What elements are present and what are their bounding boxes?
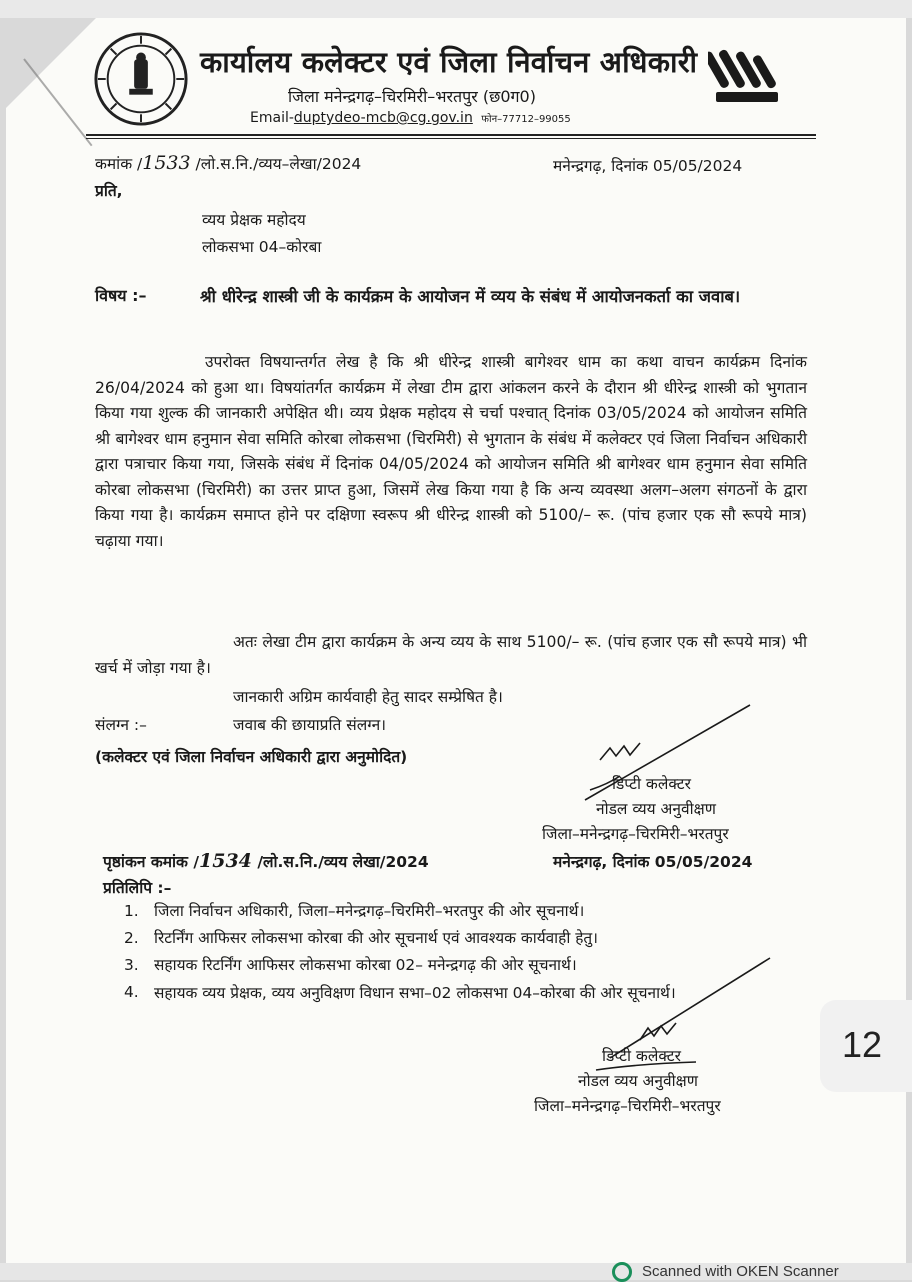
signature-block-1 <box>542 772 729 847</box>
endorsement-suffix: /लो.स.नि./व्यय लेखा/2024 <box>257 853 429 871</box>
signature-1-designation: डिप्टी कलेक्टर <box>612 775 691 793</box>
office-title: कार्यालय कलेक्टर एवं जिला निर्वाचन अधिकारी <box>200 45 698 79</box>
reference-number: कमांक /1533 /लो.स.नि./व्यय–लेखा/2024 <box>95 152 362 174</box>
body-paragraph-3: जानकारी अग्रिम कार्यवाही हेतु सादर सम्प्रेषित है। <box>233 688 503 706</box>
scanner-text: Scanned with OKEN Scanner <box>642 1262 839 1280</box>
signature-2-designation: डिप्टी कलेक्टर <box>602 1047 681 1065</box>
signature-2-district: जिला–मनेन्द्रगढ़–चिरमिरी–भरतपुर <box>534 1097 721 1115</box>
reference-label: कमांक <box>95 155 133 173</box>
list-item: 3. सहायक रिटर्निंग आफिसर लोकसभा कोरबा 02– मनेन्द्रगढ़ की ओर सूचनार्थ। <box>124 956 577 974</box>
body-paragraph-1: उपरोक्त विषयान्तर्गत लेख है कि श्री धीरेन्द्र शास्त्री बागेश्वर धाम का कथा वाचन कार्यक्रम दिनांक 26/04/2024 को हुआ था। विषयांतर्गत कार्यक्रम में लेखा टीम द्वारा आंकलन करने के दौरान श्री धीरेन्द्र शास्त्री को भुगतान किया गया शुल्क की जानकारी अपेक्षित थी। व्यय प्रेक्षक महोदय से चर्चा पश्चात् दिनांक 03/05/2024 को आयोजन समिति श्री बागेश्वर धाम हनुमान सेवा समिति कोरबा लोकसभा (चिरमिरी) से भुगतान के संबंध में कलेक्टर एवं जिला निर्वाचन अधिकारी द्वारा पत्राचार किया गया, जिसके संबंध में दिनांक 04/05/2024 को आयोजन समिति श्री बागेश्वर धाम हनुमान सेवा समिति कोरबा लोकसभा (चिरमिरी) का उत्तर प्राप्त हुआ, जिसमें लेख किया गया है कि अन्य व्यवस्था अलग–अलग संगठनों के द्वारा किया गया है। कार्यक्रम समाप्त होने पर दक्षिणा स्वरूप श्री धीरेन्द्र शास्त्री को 5100/– रू. (पांच हजार एक सौ रूपये मात्र) चढ़ाया गया। <box>95 353 807 550</box>
scanner-logo-icon <box>612 1262 632 1282</box>
list-item: 2. रिटर्निंग आफिसर लोकसभा कोरबा की ओर सूचनार्थ एवं आवश्यक कार्यवाही हेतु। <box>124 929 599 947</box>
reference-suffix: /लो.स.नि./व्यय–लेखा/2024 <box>195 155 362 173</box>
addressee-line2: लोकसभा 04–कोरबा <box>202 238 322 256</box>
prati-label: प्रति, <box>95 182 123 200</box>
endorsement-number: पृष्ठांकन कमांक /1534 /लो.स.नि./व्यय लेखा/2024 <box>103 850 429 872</box>
enclosure-text: जवाब की छायाप्रति संलग्न। <box>233 716 387 734</box>
addressee-line1: व्यय प्रेक्षक महोदय <box>202 211 306 229</box>
reference-date: मनेन्द्रगढ़, दिनांक 05/05/2024 <box>553 157 743 175</box>
signature-2-role: नोडल व्यय अनुवीक्षण <box>578 1072 698 1090</box>
reference-handwritten-number: 1533 <box>142 152 191 174</box>
subject-text: श्री धीरेन्द्र शास्त्री जी के कार्यक्रम के आयोजन में व्यय के संबंध में आयोजनकर्ता का जवाब। <box>200 287 741 306</box>
endorsement-handwritten-number: 1534 <box>199 850 252 872</box>
email-link[interactable]: duptydeo-mcb@cg.gov.in <box>293 110 473 126</box>
district-name: जिला मनेन्द्रगढ़–चिरमिरी–भरतपुर (छ0ग0) <box>288 87 536 106</box>
signature-1-district: जिला–मनेन्द्रगढ़–चिरमिरी–भरतपुर <box>542 825 729 843</box>
endorsement-date: मनेन्द्रगढ़, दिनांक 05/05/2024 <box>553 853 753 871</box>
signature-1-role: नोडल व्यय अनुवीक्षण <box>596 800 716 818</box>
signature-2-scribble <box>640 1023 676 1040</box>
approval-note: (कलेक्टर एवं जिला निर्वाचन अधिकारी द्वारा अनुमोदित) <box>95 748 408 766</box>
email-label: Email- <box>250 110 294 126</box>
signature-block-2 <box>534 1044 721 1119</box>
enclosure-label: संलग्न :– <box>95 716 147 734</box>
subject-label: विषय :– <box>95 286 147 305</box>
copy-label: प्रतिलिपि :– <box>103 879 172 897</box>
body-paragraph-2: अतः लेखा टीम द्वारा कार्यक्रम के अन्य व्यय के साथ 5100/– रू. (पांच हजार एक सौ रूपये मात्र) भी खर्च में जोड़ा गया है। <box>95 633 807 677</box>
scanner-watermark <box>612 1262 839 1282</box>
endorsement-label: पृष्ठांकन कमांक <box>103 853 188 871</box>
page-number: 12 <box>842 1024 883 1065</box>
copy-recipients-list <box>124 898 814 1008</box>
phone-number: फोन–77712–99055 <box>481 114 571 125</box>
list-item: 4. सहायक व्यय प्रेक्षक, व्यय अनुविक्षण विधान सभा–02 लोकसभा 04–कोरबा की ओर सूचनार्थ। <box>124 983 676 1002</box>
list-item: 1. जिला निर्वाचन अधिकारी, जिला–मनेन्द्रगढ़–चिरमिरी–भरतपुर की ओर सूचनार्थ। <box>124 902 585 920</box>
